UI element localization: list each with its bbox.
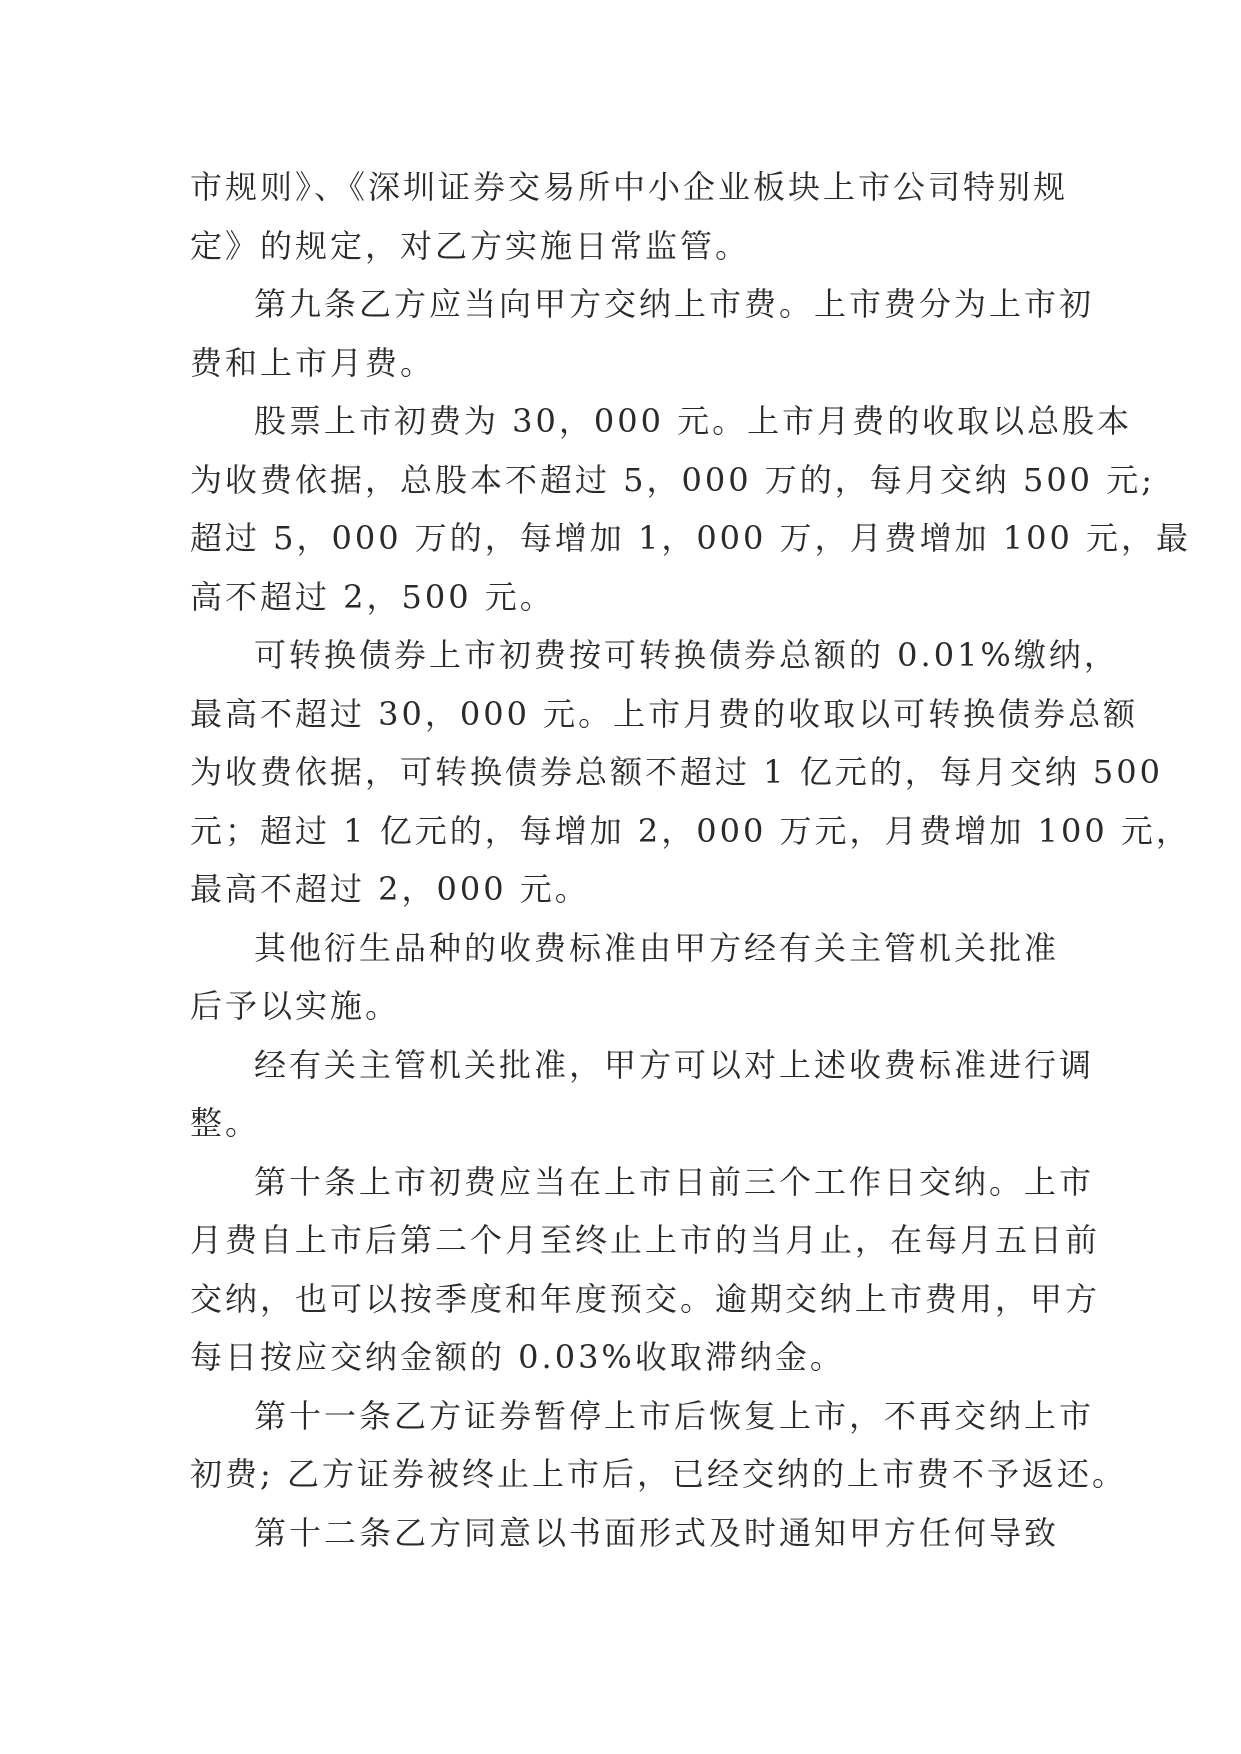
paragraph <box>190 1153 1101 1387</box>
paragraph <box>190 158 1069 275</box>
text-line: 高不超过 2，500 元。 <box>190 577 555 616</box>
text-line: 可转换债券上市初费按可转换债券总额的 0.01%缴纳， <box>254 636 1119 674</box>
text-line: 超过 5，000 万的，每增加 1，000 万，月费增加 100 元，最 <box>190 519 1191 557</box>
text-line: 定》的规定，对乙方实施日常监管。 <box>190 226 751 265</box>
paragraph <box>190 1504 1060 1563</box>
document-body <box>190 158 1191 1562</box>
text-line: 月费自上市后第二个月至终止上市的当月止，在每月五日前 <box>190 1221 1101 1259</box>
text-line: 第九条乙方应当向甲方交纳上市费。上市费分为上市初 <box>254 285 1095 323</box>
text-line: 费和上市月费。 <box>190 343 436 382</box>
text-line: 股票上市初费为 30，000 元。上市月费的收取以总股本 <box>254 402 1133 440</box>
text-line: 为收费依据，可转换债券总额不超过 1 亿元的，每月交纳 500 <box>190 753 1163 791</box>
text-line: 每日按应交纳金额的 0.03%收取滞纳金。 <box>190 1338 845 1376</box>
paragraph <box>190 392 1191 626</box>
paragraph <box>190 919 1060 1036</box>
text-line: 初费; 乙方证券被终止上市后，已经交纳的上市费不予返还。 <box>190 1455 1127 1493</box>
paragraph <box>190 275 1095 392</box>
text-line: 元；超过 1 亿元的，每增加 2，000 万元，月费增加 100 元， <box>190 811 1191 850</box>
text-line: 市规则》、《深圳证券交易所中小企业板块上市公司特别规 <box>190 168 1069 206</box>
text-line: 最高不超过 2，000 元。 <box>190 870 590 908</box>
text-line: 经有关主管机关批准，甲方可以对上述收费标准进行调 <box>254 1045 1095 1084</box>
text-line: 第十条上市初费应当在上市日前三个工作日交纳。上市 <box>254 1162 1095 1201</box>
text-line: 最高不超过 30，000 元。上市月费的收取以可转换债券总额 <box>190 694 1139 733</box>
text-line: 整。 <box>190 1104 261 1142</box>
paragraph <box>190 1036 1095 1153</box>
paragraph <box>190 1387 1127 1504</box>
text-line: 第十一条乙方证券暂停上市后恢复上市，不再交纳上市 <box>254 1396 1095 1435</box>
text-line: 其他衍生品种的收费标准由甲方经有关主管机关批准 <box>254 928 1060 967</box>
text-line: 后予以实施。 <box>190 987 401 1025</box>
text-line: 为收费依据，总股本不超过 5，000 万的，每月交纳 500 元; <box>190 460 1155 499</box>
text-line: 交纳，也可以按季度和年度预交。逾期交纳上市费用，甲方 <box>190 1279 1101 1318</box>
paragraph <box>190 626 1191 919</box>
text-line: 第十二条乙方同意以书面形式及时通知甲方任何导致 <box>254 1513 1060 1552</box>
